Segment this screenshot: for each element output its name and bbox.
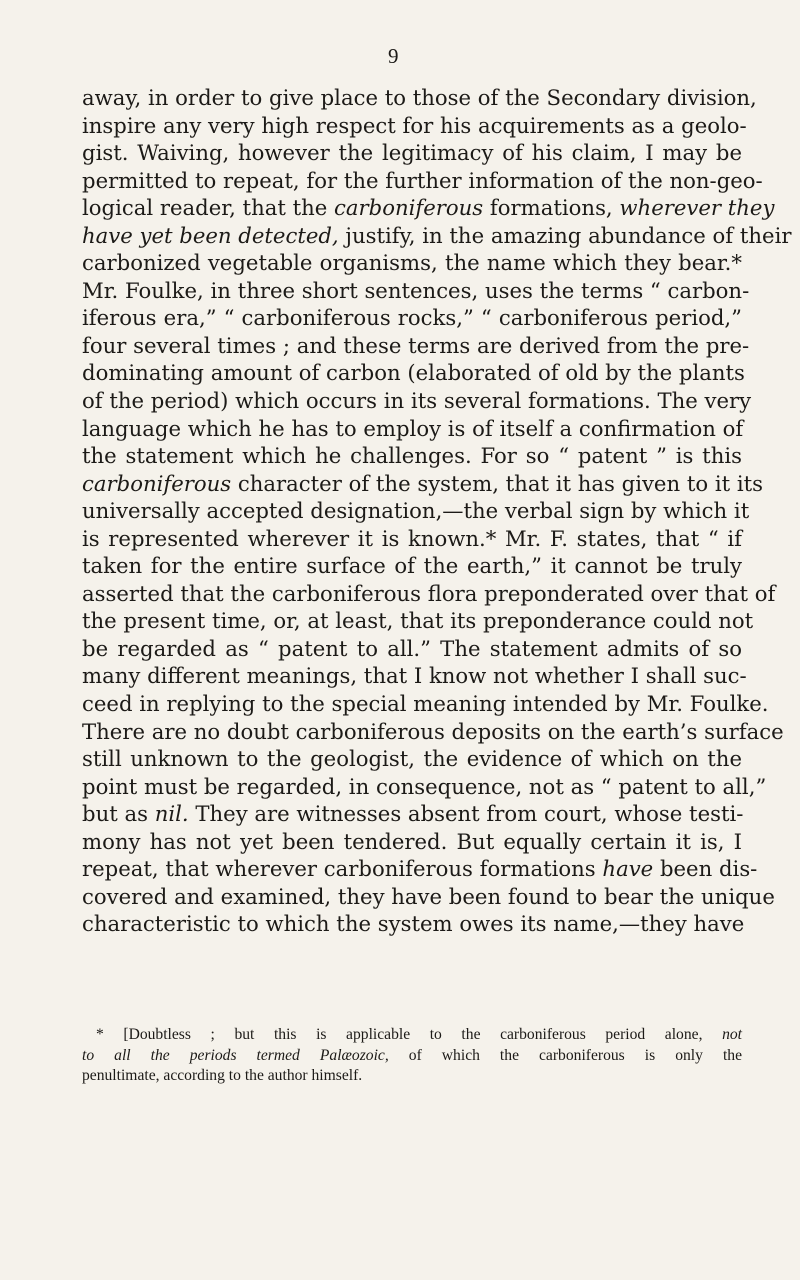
text-segment: taken for the entire surface of the earth,” it cannot be truly xyxy=(82,553,742,579)
italic-text: wherever they xyxy=(619,195,775,221)
text-segment: four several times ; and these terms are derived from the pre- xyxy=(82,332,750,358)
text-segment: There are no doubt carboniferous deposits on the earth’s surface xyxy=(82,718,784,744)
italic-text: to all the periods termed Palæozoic, xyxy=(82,1046,389,1064)
text-line xyxy=(82,828,742,856)
text-segment: repeat, that wherever carboniferous formations xyxy=(82,856,603,882)
text-line xyxy=(82,800,742,828)
text-line xyxy=(82,277,750,305)
text-segment: the present time, or, at least, that its preponderance could not xyxy=(82,608,754,634)
text-line xyxy=(82,222,792,250)
text-segment: ceed in replying to the special meaning intended by Mr. Foulke. xyxy=(82,691,769,717)
text-segment: mony has not yet been tendered. But equally certain it is, I xyxy=(82,828,742,854)
text-segment: been dis- xyxy=(653,856,758,882)
text-segment: asserted that the carboniferous flora preponderated over that of xyxy=(82,580,776,606)
footnote-line xyxy=(82,1046,742,1067)
text-segment: iferous era,” “ carboniferous rocks,” “ carboniferous period,” xyxy=(82,305,742,331)
text-segment: the statement which he challenges. For so “ patent ” is this xyxy=(82,443,742,469)
text-line xyxy=(82,359,745,387)
text-segment: carbonized vegetable organisms, the name which they bear.* xyxy=(82,250,742,276)
text-segment: still unknown to the geologist, the evidence of which on the xyxy=(82,746,742,772)
text-line xyxy=(82,194,775,222)
text-segment: universally accepted designation,—the verbal sign by which it xyxy=(82,498,750,524)
text-line xyxy=(82,442,742,470)
text-segment: characteristic to which the system owes its name,—they have xyxy=(82,911,745,937)
text-line xyxy=(82,745,742,773)
text-line xyxy=(82,415,742,443)
text-segment: is represented wherever it is known.* Mr. F. states, that “ if xyxy=(82,525,742,551)
text-line xyxy=(82,910,745,938)
text-line xyxy=(82,552,742,580)
text-line xyxy=(82,580,776,608)
text-segment: inspire any very high respect for his acquirements as a geolo- xyxy=(82,112,747,138)
text-line xyxy=(82,470,764,498)
text-segment: point must be regarded, in consequence, not as “ patent to all,” xyxy=(82,773,767,799)
text-segment: * [Doubtless ; but this is applicable to the carboniferous period alone, xyxy=(96,1026,723,1043)
text-line xyxy=(82,773,767,801)
text-segment: permitted to repeat, for the further information of the non-geo- xyxy=(82,167,763,193)
italic-text: carboniferous xyxy=(334,195,484,221)
italic-text: not xyxy=(722,1026,742,1043)
text-segment: of the period) which occurs in its several formations. The very xyxy=(82,388,752,414)
text-line xyxy=(82,304,742,332)
footnote-line xyxy=(82,1066,742,1087)
page-number: 9 xyxy=(388,44,399,68)
text-line xyxy=(82,690,769,718)
text-segment: dominating amount of carbon (elaborated of old by the plants xyxy=(82,360,745,386)
text-line xyxy=(82,635,742,663)
text-segment: away, in order to give place to those of the Secondary division, xyxy=(82,85,757,110)
text-segment: They are witnesses absent from court, whose testi- xyxy=(188,801,744,827)
text-line xyxy=(82,167,763,195)
text-line xyxy=(82,139,742,167)
text-segment: gist. Waiving, however the legitimacy of his claim, I may be xyxy=(82,140,742,166)
text-segment: formations, xyxy=(483,195,620,221)
text-line xyxy=(82,84,757,112)
text-line xyxy=(82,332,750,360)
italic-text: have xyxy=(602,856,654,882)
text-line xyxy=(82,855,758,883)
text-line xyxy=(82,883,775,911)
text-segment: Mr. Foulke, in three short sentences, uses the terms “ carbon- xyxy=(82,277,750,303)
text-line xyxy=(82,718,784,746)
text-segment: language which he has to employ is of itself a confirmation of xyxy=(82,415,744,441)
footnote xyxy=(82,1025,742,1087)
italic-text: carboniferous xyxy=(82,470,232,496)
text-line xyxy=(82,249,742,277)
text-segment: penultimate, according to the author himself. xyxy=(82,1067,363,1084)
text-segment: covered and examined, they have been found to bear the unique xyxy=(82,883,775,909)
italic-text: have yet been detected, xyxy=(82,222,339,248)
text-segment: justify, in the amazing abundance of their xyxy=(338,222,792,248)
text-line xyxy=(82,607,754,635)
text-segment: be regarded as “ patent to all.” The statement admits of so xyxy=(82,635,742,661)
footnote-line xyxy=(82,1025,742,1046)
text-segment: many different meanings, that I know not whether I shall suc- xyxy=(82,663,747,689)
italic-text: nil. xyxy=(154,801,189,827)
text-line xyxy=(82,525,742,553)
text-segment: but as xyxy=(82,801,155,827)
text-line xyxy=(82,112,747,140)
text-line xyxy=(82,662,747,690)
text-segment: of which the carboniferous is only the xyxy=(388,1046,743,1064)
text-segment: character of the system, that it has given to it its xyxy=(231,470,764,496)
text-line xyxy=(82,497,750,525)
body-text xyxy=(82,84,792,938)
text-segment: logical reader, that the xyxy=(82,195,335,221)
text-line xyxy=(82,387,752,415)
